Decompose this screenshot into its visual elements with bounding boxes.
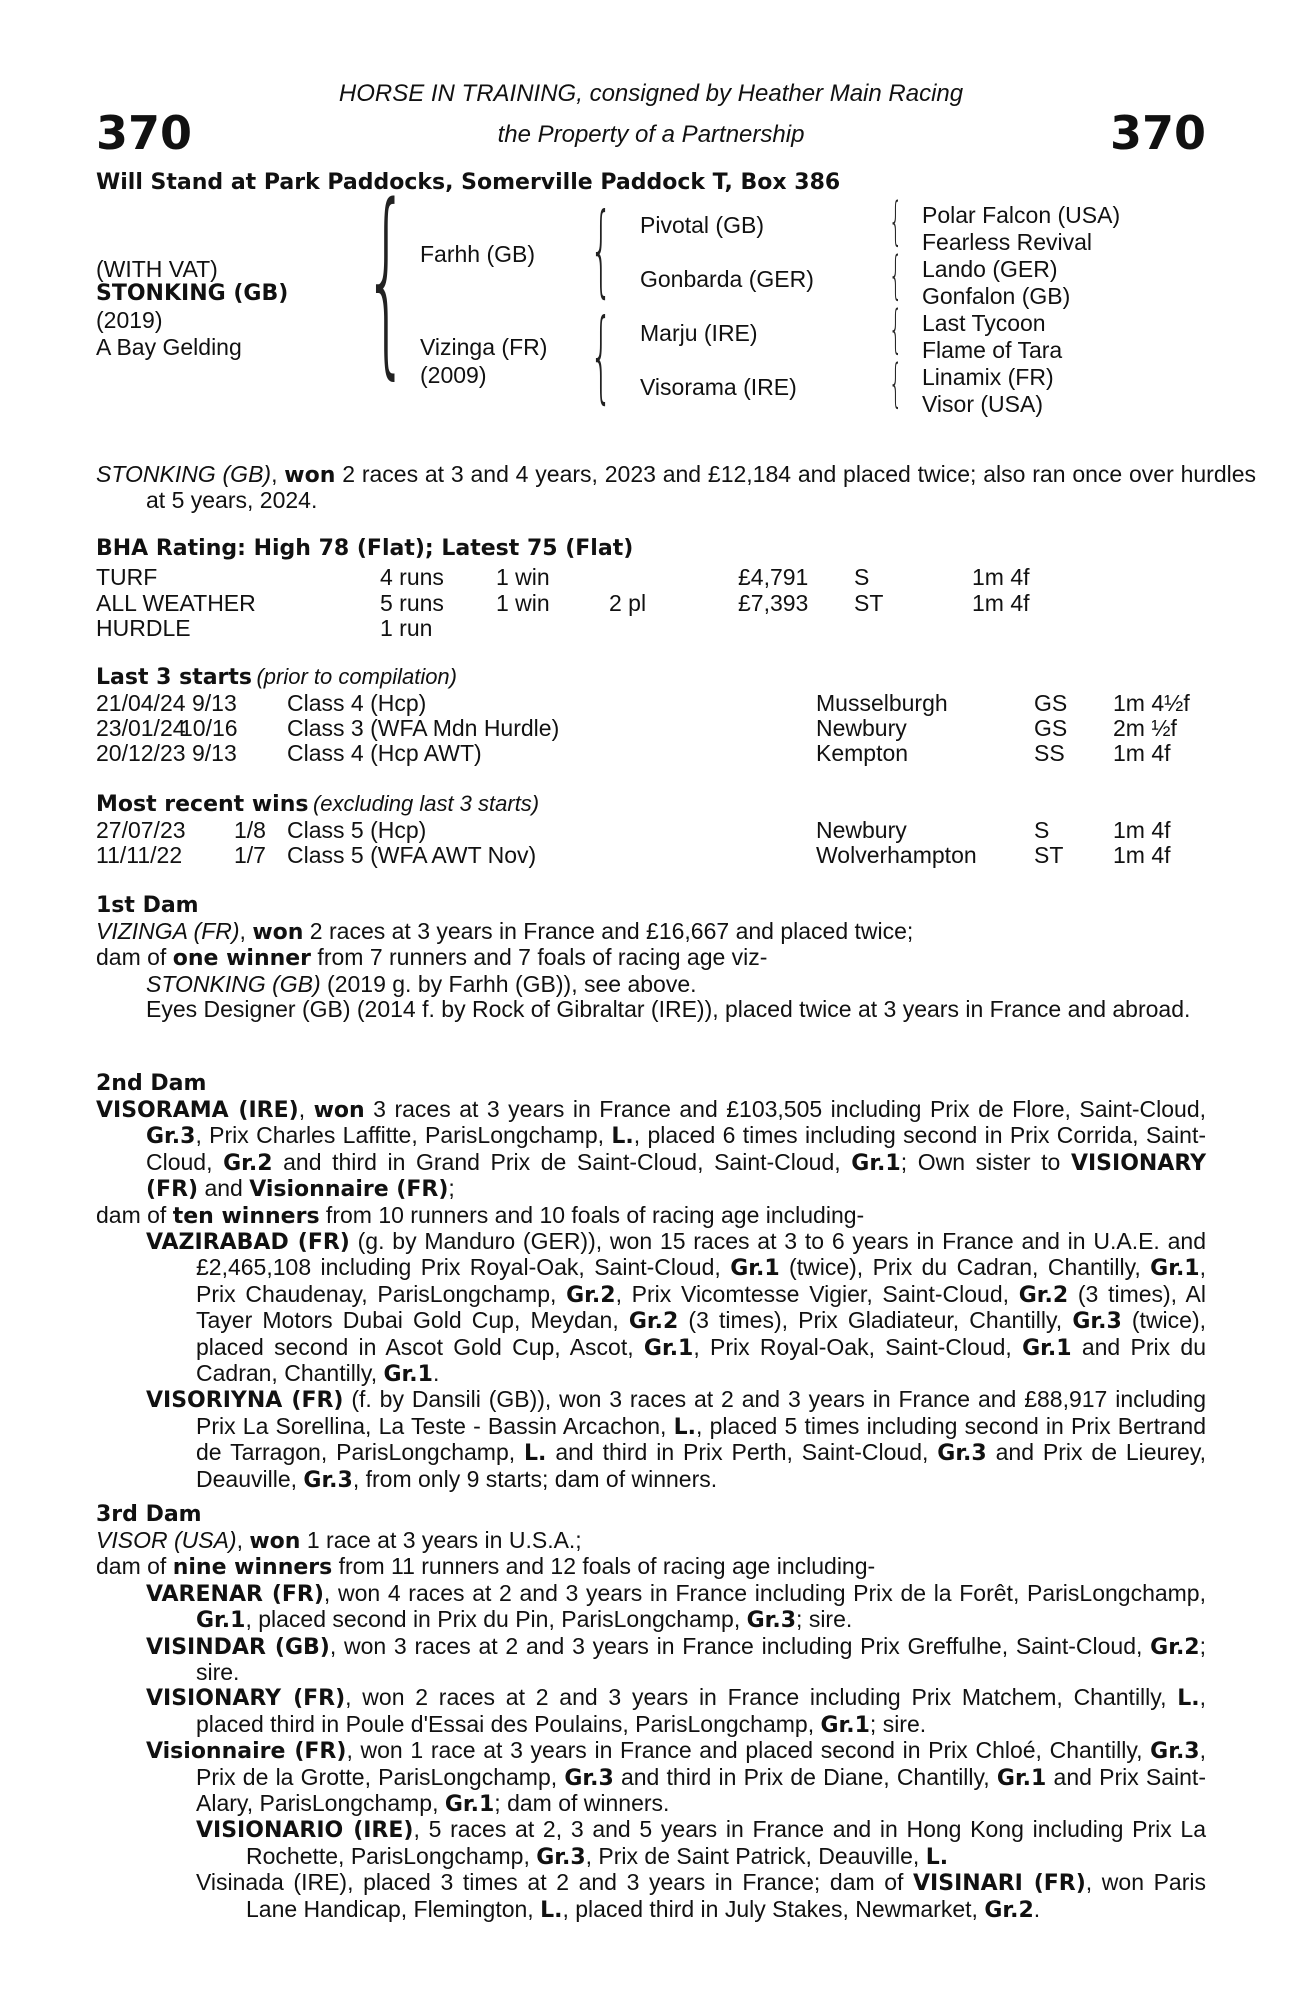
first-dam-produce: dam of one winner from 7 runners and 7 foals of racing age viz- (96, 944, 768, 972)
produce-varenar: VARENAR (FR), won 4 races at 2 and 3 years in France including Prix de la Forêt, ParisLongchamp, Gr.1, placed second in Prix du Pin, ParisLongchamp, Gr.3; sire. (146, 1579, 1206, 1634)
recent-wins-heading: Most recent wins (excluding last 3 starts) (96, 791, 540, 817)
last-starts-heading: Last 3 starts (prior to compilation) (96, 664, 457, 690)
produce-visionary: VISIONARY (FR), won 2 races at 2 and 3 years in France including Prix Matchem, Chantilly, L., placed third in Poule d'Essai des Poulains, ParisLongchamp, Gr.1; sire. (146, 1684, 1206, 1738)
ggs-1: Polar Falcon (USA) (922, 202, 1121, 228)
sire-sire: Pivotal (GB) (640, 212, 764, 238)
ggs-8: Visor (USA) (922, 391, 1043, 417)
brace-ggs4: { (889, 354, 903, 414)
second-dam-record: VISORAMA (IRE), won 3 races at 3 years in France and £103,505 including Prix de Flore, Saint-Cloud, Gr.3, Prix Charles Laffitte, ParisLongchamp, L., placed 6 times including second in Prix Corrida, Saint-Cloud, Gr.2 and third in Grand Prix de Saint-Cloud, Saint-Cloud, Gr.1; Own sister to VISIONARY (FR) and Visionnaire (FR); (96, 1096, 1207, 1203)
third-dam-produce: dam of nine winners from 11 runners and 12 foals of racing age including- (96, 1553, 876, 1581)
pedigree-brace: { (364, 161, 409, 397)
produce-visinada: Visinada (IRE), placed 3 times at 2 and 3 years in France; dam of VISINARI (FR), won Paris Lane Handicap, Flemington, L., placed third in July Stakes, Newmarket, Gr.2. (196, 1869, 1206, 1923)
lot-number-left: 370 (96, 106, 193, 160)
third-dam-record: VISOR (USA), won 1 race at 3 years in U.S.A.; (96, 1527, 582, 1554)
ggs-4: Gonfalon (GB) (922, 283, 1071, 309)
ggs-5: Last Tycoon (922, 310, 1046, 336)
first-dam-record: VIZINGA (FR), won 2 races at 3 years in France and £16,667 and placed twice; (96, 918, 914, 945)
property-line: the Property of a Partnership (497, 121, 805, 148)
produce-visindar: VISINDAR (GB), won 3 races at 2 and 3 years in France including Prix Greffulhe, Saint-Cloud, Gr.2; sire. (146, 1632, 1206, 1686)
third-dam-section (96, 1528, 1206, 1923)
horse-name: STONKING (GB) (96, 281, 289, 306)
second-dam-title: 2nd Dam (96, 1071, 207, 1096)
ggs-3: Lando (GER) (922, 256, 1058, 282)
race-summary: STONKING (GB), won 2 races at 3 and 4 years, 2023 and £12,184 and placed twice; also ran once over hurdles at 5 years, 2024. (96, 461, 1257, 514)
ggs-7: Linamix (FR) (922, 364, 1054, 390)
horse-description: A Bay Gelding (96, 334, 242, 360)
sire-dam: Gonbarda (GER) (640, 266, 814, 292)
sire-brace: { (590, 191, 613, 308)
vat-note: (WITH VAT) (96, 256, 218, 282)
dam-year: (2009) (420, 362, 487, 388)
summary-horse-name: STONKING (GB) (96, 461, 272, 487)
dam: Vizinga (FR) (420, 334, 548, 360)
produce-visoriyna: VISORIYNA (FR) (f. by Dansili (GB)), won 3 races at 2 and 3 years in France and £88,917 including Prix La Sorellina, La Teste - Bassin Arcachon, L., placed 5 times including second in Prix Bertrand de Tarragon, ParisLongchamp, L. and third in Prix Perth, Saint-Cloud, Gr.3 and Prix de Lieurey, Deauville, Gr.3, from only 9 starts; dam of winners. (146, 1386, 1207, 1493)
ggs-6: Flame of Tara (922, 337, 1063, 363)
produce-visionnaire: Visionnaire (FR), won 1 race at 3 years in France and placed second in Prix Chloé, Chantilly, Gr.3, Prix de la Grotte, ParisLongchamp, Gr.3 and third in Prix de Diane, Chantilly, Gr.1 and Prix Saint-Alary, ParisLongchamp, Gr.1; dam of winners. (146, 1737, 1206, 1818)
sire: Farhh (GB) (420, 241, 536, 267)
horse-year: (2019) (96, 307, 163, 333)
consignor-line: HORSE IN TRAINING, consigned by Heather Main Racing (338, 80, 964, 107)
dam-brace: { (590, 297, 613, 414)
bha-rating-title: BHA Rating: High 78 (Flat); Latest 75 (Flat) (96, 536, 634, 561)
stand-location: Will Stand at Park Paddocks, Somerville Paddock T, Box 386 (96, 170, 841, 195)
produce-vazirabad: VAZIRABAD (FR) (g. by Manduro (GER)), won 15 races at 3 to 6 years in France and in U.A.E. and £2,465,108 including Prix Royal-Oak, Saint-Cloud, Gr.1 (twice), Prix du Cadran, Chantilly, Gr.1, Prix Chaudenay, ParisLongchamp, Gr.2, Prix Vicomtesse Vigier, Saint-Cloud, Gr.2 (3 times), Al Tayer Motors Dubai Gold Cup, Meydan, Gr.2 (3 times), Prix Gladiateur, Chantilly, Gr.3 (twice), placed second in Ascot Gold Cup, Ascot, Gr.1, Prix Royal-Oak, Saint-Cloud, Gr.1 and Prix du Cadran, Chantilly, Gr.1. (146, 1228, 1206, 1388)
produce-eyes-designer: Eyes Designer (GB) (2014 f. by Rock of Gibraltar (IRE)), placed twice at 3 years in France and abroad. (146, 996, 1191, 1023)
ggs-2: Fearless Revival (922, 229, 1092, 255)
summary-won: won (284, 463, 336, 488)
second-dam-produce: dam of ten winners from 10 runners and 10 foals of racing age including- (96, 1201, 865, 1229)
brace-ggs1: { (889, 192, 903, 252)
first-dam-title: 1st Dam (96, 893, 199, 918)
produce-visionario: VISIONARIO (IRE), 5 races at 2, 3 and 5 years in France and in Hong Kong including Prix La Rochette, ParisLongchamp, Gr.3, Prix de Saint Patrick, Deauville, L. (196, 1816, 1207, 1870)
third-dam-title: 3rd Dam (96, 1502, 202, 1527)
produce-stonking: STONKING (GB) (2019 g. by Farhh (GB)), see above. (146, 970, 697, 997)
brace-ggs3: { (889, 300, 903, 360)
brace-ggs2: { (889, 246, 903, 306)
summary-text: 2 races at 3 and 4 years, 2023 and £12,184 and placed twice; also ran once over hurdles at 5 years, 2024. (146, 461, 1257, 514)
second-dam-section (96, 1097, 1206, 1493)
first-dam-section (96, 919, 1206, 1023)
dam-sire: Marju (IRE) (640, 320, 758, 346)
lot-number-right: 370 (1110, 106, 1207, 160)
dam-dam: Visorama (IRE) (640, 374, 797, 400)
